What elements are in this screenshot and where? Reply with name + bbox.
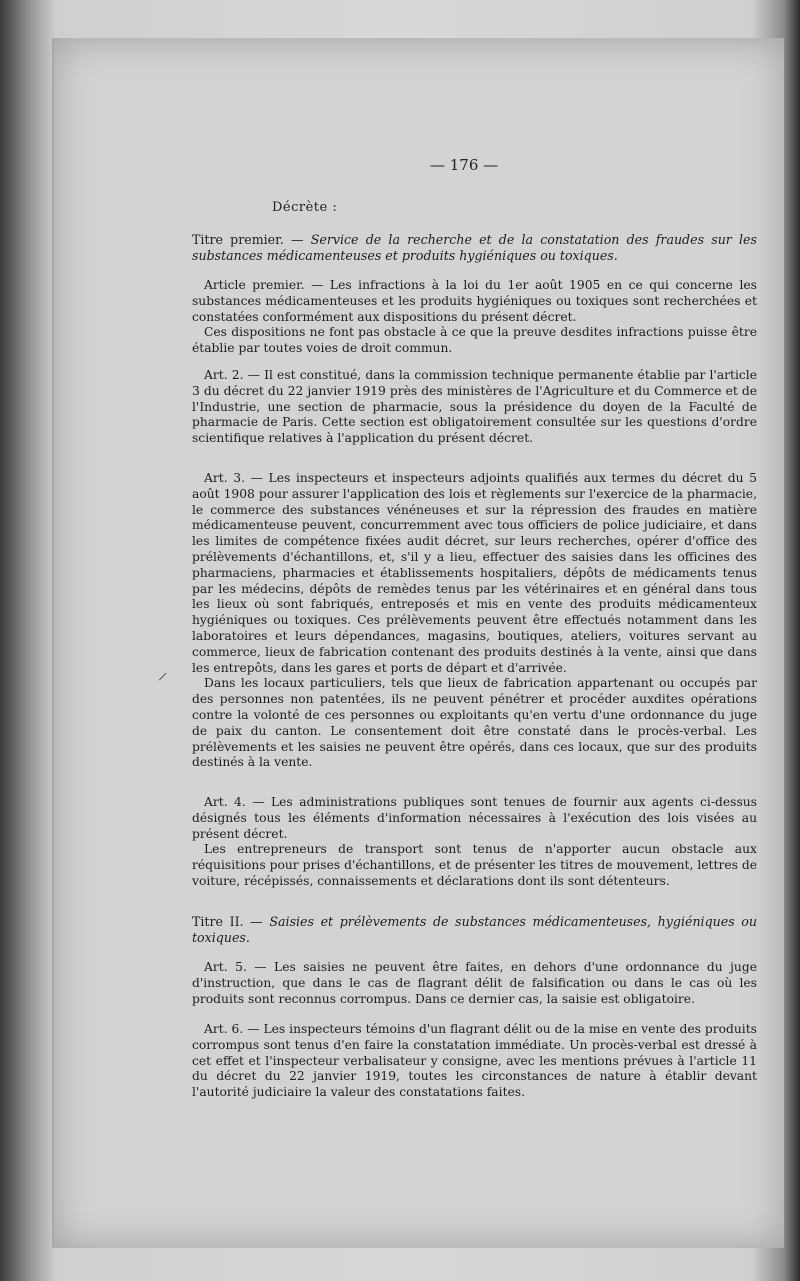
titre-2-text: Saisies et prélèvements de substances médicamenteuses, hygiéniques ou toxiques.	[192, 914, 757, 945]
titre-premier-label: Titre premier. —	[192, 232, 304, 247]
article-4-paragraph-2: Les entrepreneurs de transport sont tenus de n'apporter aucun obstacle aux réquisitions pour prises d'échantillons, et de présenter les titres de mouvement, lettres de voiture, récépissés, connaissements et déclarations dont ils sont détenteurs.	[192, 842, 757, 888]
decree-heading: Décrète :	[272, 200, 338, 215]
page-number: — 176 —	[430, 156, 499, 174]
article-6	[192, 1022, 757, 1101]
article-2-paragraph: Art. 2. — Il est constitué, dans la commission technique permanente établie par l'article 3 du décret du 22 janvier 1919 près des ministères de l'Agriculture et du Commerce et de l'Industrie, une section de pharmacie, sous la présidence du doyen de la Faculté de pharmacie de Paris. Cette section est obligatoirement consultée sur les questions d'ordre scientifique relatives à l'application du présent décret.	[192, 368, 757, 446]
article-premier	[192, 278, 757, 357]
titre-2-label: Titre II. —	[192, 914, 263, 929]
article-5	[192, 960, 757, 1007]
article-3-paragraph-1: Art. 3. — Les inspecteurs et inspecteurs adjoints qualifiés aux termes du décret du 5 août 1908 pour assurer l'application des lois et règlements sur l'exercice de la pharmacie, le commerce des substances vénéneuses et sur la répression des fraudes en matière médicamenteuse peuvent, concurremment avec tous officiers de police judiciaire, et dans les limites de compétence fixées audit décret, sur leurs recherches, opérer d'office des prélèvements d'échantillons, et, s'il y a lieu, effectuer des saisies dans les officines des pharmaciens, pharmacies et établissements hospitaliers, dépôts de médicaments tenus par les médecins, dépôts de remèdes tenus par les vétérinaires et en général dans tous les lieux où sont fabriqués, entreposés et mis en vente des produits médicamenteux hygiéniques ou toxiques. Ces prélèvements peuvent être effectués notamment dans les laboratoires et leurs dépendances, magasins, boutiques, ateliers, voitures servant au commerce, lieux de fabrication contenant des produits destinés à la vente, ainsi que dans les entrepôts, dans les gares et ports de départ et d'arrivée.	[192, 471, 757, 675]
article-6-paragraph: Art. 6. — Les inspecteurs témoins d'un flagrant délit ou de la mise en vente des produits corrompus sont tenus d'en faire la constatation immédiate. Un procès-verbal est dressé à cet effet et l'inspecteur verbalisateur y consigne, avec les mentions prévues à l'article 11 du décret du 22 janvier 1919, toutes les circonstances de nature à établir devant l'autorité judiciaire la valeur des constatations faites.	[192, 1022, 757, 1100]
article-4	[192, 795, 757, 890]
article-3	[192, 471, 757, 771]
article-premier-paragraph-1: Article premier. — Les infractions à la loi du 1er août 1905 en ce qui concerne les substances médicamenteuses et les produits hygiéniques ou toxiques sont recherchées et constatées conformément aux dispositions du présent décret.	[192, 278, 757, 324]
article-premier-paragraph-2: Ces dispositions ne font pas obstacle à ce que la preuve desdites infractions puisse être établie par toutes voies de droit commun.	[192, 325, 757, 356]
titre-premier-text: Service de la recherche et de la constatation des fraudes sur les substances médicamenteuses et produits hygiéniques ou toxiques.	[192, 232, 757, 263]
article-2	[192, 368, 757, 447]
article-3-paragraph-2: Dans les locaux particuliers, tels que lieux de fabrication appartenant ou occupés par des personnes non patentées, ils ne peuvent pénétrer et procéder auxdites opérations contre la volonté de ces personnes ou exploitants qu'en vertu d'une ordonnance du juge de paix du canton. Le consentement doit être constaté dans le procès-verbal. Les prélèvements et les saisies ne peuvent être opérés, dans ces locaux, que sur des produits destinés à la vente.	[192, 676, 757, 770]
titre-2	[192, 914, 757, 946]
titre-premier	[192, 232, 757, 264]
article-5-paragraph: Art. 5. — Les saisies ne peuvent être faites, en dehors d'une ordonnance du juge d'instruction, que dans le cas de flagrant délit de falsification ou dans le cas où les produits sont reconnus corrompus. Dans ce dernier cas, la saisie est obligatoire.	[192, 960, 757, 1006]
article-4-paragraph-1: Art. 4. — Les administrations publiques sont tenues de fournir aux agents ci-dessus désignés tous les éléments d'information nécessaires à l'exécution des lois visées au présent décret.	[192, 795, 757, 841]
